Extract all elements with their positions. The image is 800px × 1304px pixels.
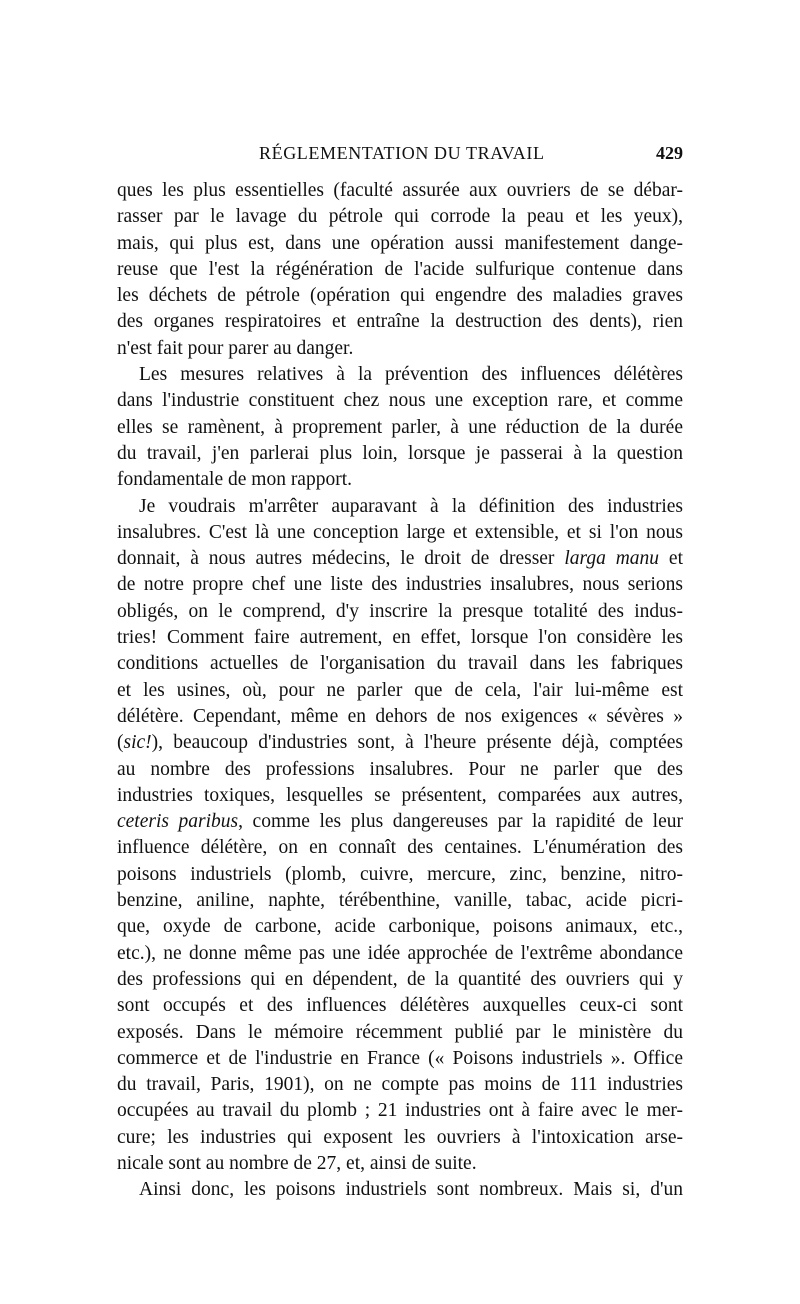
text-line: n'est fait pour parer au danger. [117, 337, 354, 359]
text-line: (sic!), beaucoup d'industries sont, à l'heure présente déjà, comptées [117, 732, 683, 754]
italic-phrase: ceteris paribus [117, 811, 239, 833]
text-line: dans l'industrie constituent chez nous une exception rare, et comme [117, 390, 683, 412]
italic-phrase: sic! [123, 732, 152, 754]
text-line: fondamentale de mon rapport. [117, 469, 352, 491]
text-line: reuse que l'est la régénération de l'acide sulfurique contenue dans [117, 258, 683, 280]
text-line: que, oxyde de carbone, acide carbonique, poisons animaux, etc., [117, 916, 683, 938]
text-line: des organes respiratoires et entraîne la destruction des dents), rien [117, 311, 683, 333]
body-text [117, 178, 683, 1204]
text-line: poisons industriels (plomb, cuivre, mercure, zinc, benzine, nitro- [117, 863, 683, 885]
text-line: rasser par le lavage du pétrole qui corrode la peau et les yeux), [117, 206, 683, 228]
text-line: des professions qui en dépendent, de la quantité des ouvriers qui y [117, 968, 683, 990]
text-line: au nombre des professions insalubres. Pour ne parler que des [117, 758, 683, 780]
text-line: de notre propre chef une liste des industries insalubres, nous serions [117, 574, 683, 596]
text-line: insalubres. C'est là une conception large et extensible, et si l'on nous [117, 521, 683, 543]
text-line: obligés, on le comprend, d'y inscrire la presque totalité des indus- [117, 600, 683, 622]
page-number: 429 [656, 143, 683, 163]
text-line: benzine, aniline, naphte, térébenthine, vanille, tabac, acide picri- [117, 890, 683, 912]
text-line: commerce et de l'industrie en France (« Poisons industriels ». Office [117, 1047, 683, 1069]
text-line: industries toxiques, lesquelles se présentent, comparées aux autres, [117, 784, 683, 806]
text-line: donnait, à nous autres médecins, le droit de dresser larga manu et [117, 548, 684, 570]
running-title: RÉGLEMENTATION DU TRAVAIL [259, 143, 545, 163]
text-line: délétère. Cependant, même en dehors de nos exigences « sévères » [117, 705, 683, 727]
text-line: ceteris paribus, comme les plus dangereuses par la rapidité de leur [117, 811, 683, 833]
text-line: exposés. Dans le mémoire récemment publié par le ministère du [117, 1021, 683, 1043]
text-line: tries! Comment faire autrement, en effet, lorsque l'on considère les [117, 627, 683, 649]
italic-phrase: larga manu [564, 548, 660, 570]
text-line: occupées au travail du plomb ; 21 industries ont à faire avec le mer- [117, 1100, 683, 1122]
text-line: les déchets de pétrole (opération qui engendre des maladies graves [117, 285, 683, 307]
text-line: ques les plus essentielles (faculté assurée aux ouvriers de se débar- [117, 180, 683, 201]
text-line: Les mesures relatives à la prévention des influences délétères [139, 364, 683, 386]
text-line: du travail, Paris, 1901), on ne compte pas moins de 111 industries [117, 1074, 683, 1096]
text-line: etc.), ne donne même pas une idée approchée de l'extrême abondance [117, 942, 683, 964]
text-line: et les usines, où, pour ne parler que de cela, l'air lui-même est [117, 679, 683, 701]
text-line: elles se ramènent, à proprement parler, à une réduction de la durée [117, 416, 683, 438]
text-line: conditions actuelles de l'organisation du travail dans les fabriques [117, 653, 683, 675]
text-line: Ainsi donc, les poisons industriels sont nombreux. Mais si, d'un [139, 1179, 683, 1201]
text-line: influence délétère, on en connaît des centaines. L'énumération des [117, 837, 683, 859]
text-line: mais, qui plus est, dans une opération aussi manifestement dange- [117, 232, 683, 254]
page-header [117, 143, 683, 169]
text-line: nicale sont au nombre de 27, et, ainsi de suite. [117, 1152, 477, 1174]
text-line: Je voudrais m'arrêter auparavant à la définition des industries [139, 495, 683, 517]
text-line: sont occupés et des influences délétères auxquelles ceux-ci sont [117, 995, 683, 1017]
text-line: du travail, j'en parlerai plus loin, lorsque je passerai à la question [117, 442, 683, 464]
text-line: cure; les industries qui exposent les ouvriers à l'intoxication arse- [117, 1126, 683, 1148]
